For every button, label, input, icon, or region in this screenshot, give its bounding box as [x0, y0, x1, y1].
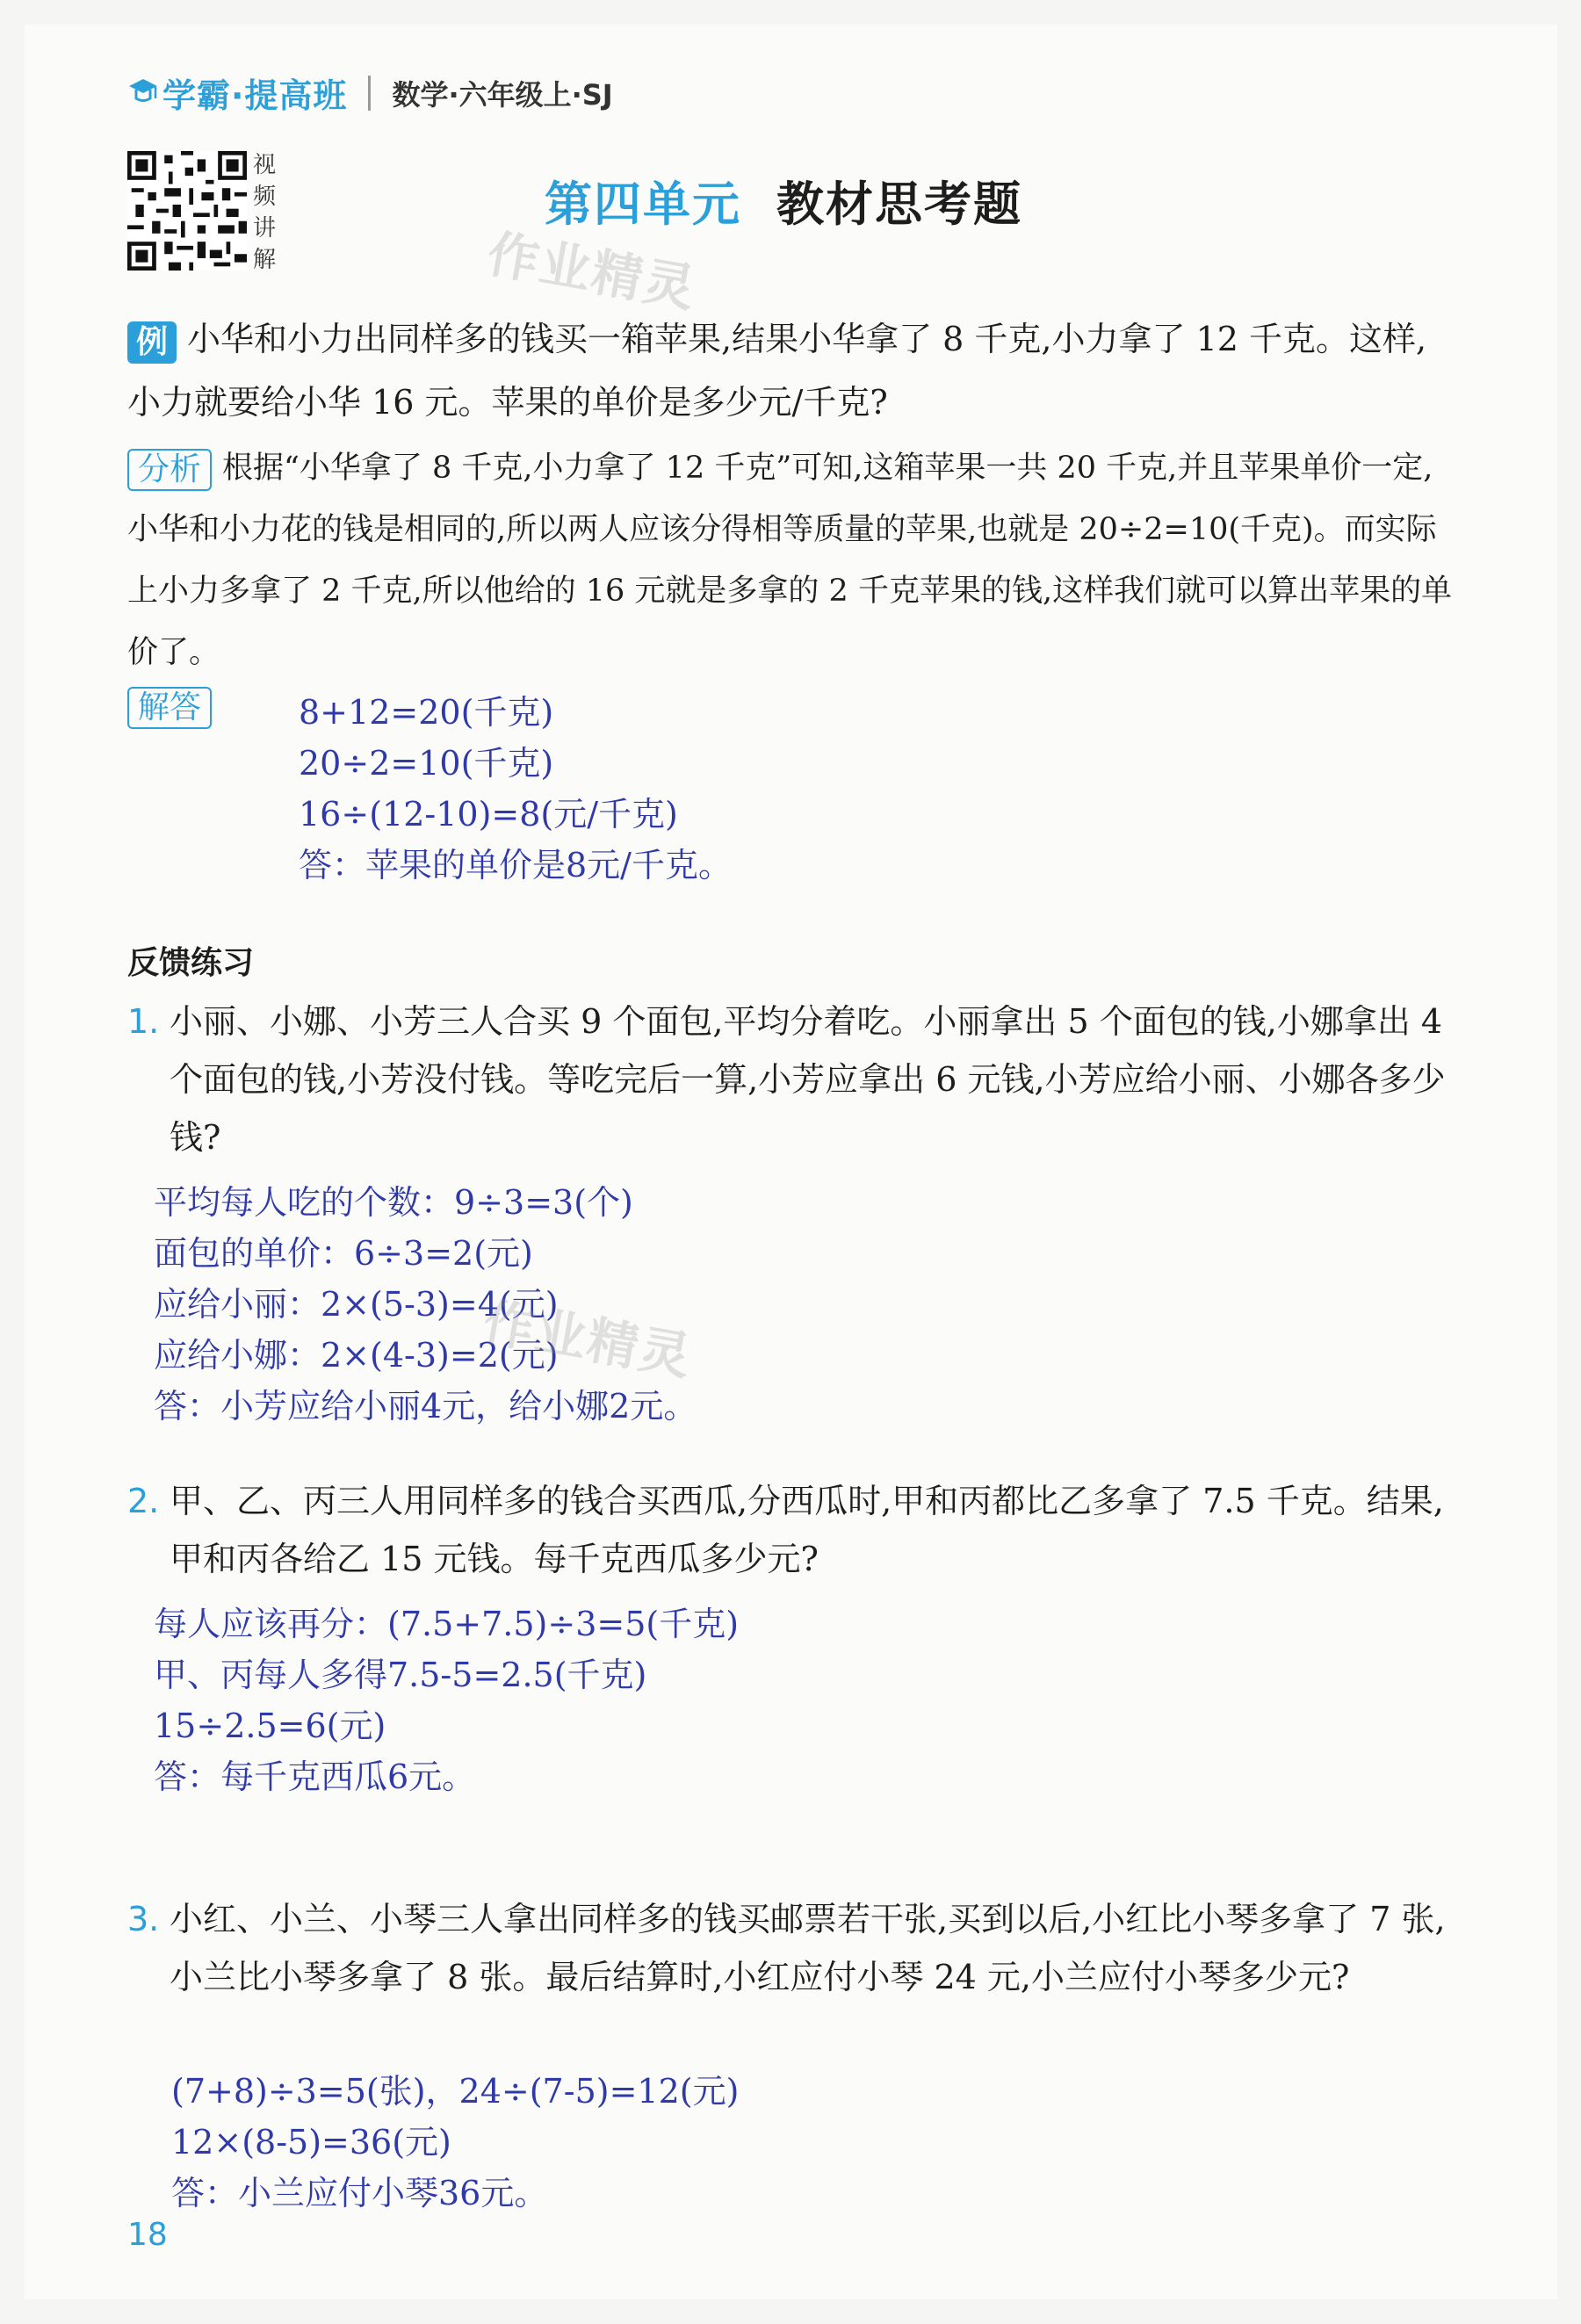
answer-tag: 解答 — [127, 687, 212, 729]
example-text: 小华和小力出同样多的钱买一箱苹果,结果小华拿了 8 千克,小力拿了 12 千克。这样,小力就要给小华 16 元。苹果的单价是多少元/千克? — [127, 320, 1427, 422]
question-3 — [127, 1890, 1462, 2006]
question-number: 2. — [127, 1482, 160, 1520]
question-2 — [127, 1472, 1462, 1588]
question-1 — [127, 992, 1462, 1166]
answer-line: 16÷(12-10)=8(元/千克) — [299, 795, 678, 834]
question-3-answers — [171, 2066, 739, 2219]
feedback-section-title: 反馈练习 — [127, 945, 255, 981]
answer-block — [127, 687, 732, 884]
question-text: 甲、乙、丙三人用同样多的钱合买西瓜,分西瓜时,甲和丙都比乙多拿了 7.5 千克。结果,甲和丙各给乙 15 元钱。每千克西瓜多少元? — [170, 1482, 1444, 1578]
question-2-answers — [154, 1599, 739, 1802]
question-text: 小红、小兰、小琴三人拿出同样多的钱买邮票若干张,买到以后,小红比小琴多拿了 7 张,小兰比小琴多拿了 8 张。最后结算时,小红应付小琴 24 元,小兰应付小琴多少元? — [170, 1900, 1446, 1996]
answer-line: 面包的单价：6÷3=2(元) — [154, 1234, 533, 1273]
answer-line: 平均每人吃的个数：9÷3=3(个) — [154, 1183, 633, 1222]
page-title — [545, 167, 1022, 235]
brand-name: 学霸·提高班 — [162, 76, 348, 115]
qr-caption: 视频讲解 — [253, 152, 277, 273]
answer-line: 答：苹果的单价是8元/千克。 — [299, 846, 732, 884]
answer-line: 甲、丙每人多得7.5-5=2.5(千克) — [154, 1656, 647, 1694]
question-number: 1. — [127, 1002, 160, 1041]
answer-line: 8+12=20(千克) — [299, 693, 554, 732]
question-text: 小丽、小娜、小芳三人合买 9 个面包,平均分着吃。小丽拿出 5 个面包的钱,小娜拿出 4 个面包的钱,小芳没付钱。等吃完后一算,小芳应拿出 6 元钱,小芳应给小丽、小娜各多少钱? — [170, 1002, 1446, 1157]
header-divider — [368, 76, 371, 111]
answer-line: (7+8)÷3=5(张)，24÷(7-5)=12(元) — [171, 2072, 740, 2111]
answer-line: 应给小娜：2×(4-3)=2(元) — [154, 1336, 559, 1375]
watermark: 作业精灵 — [483, 223, 702, 320]
answer-line: 每人应该再分：(7.5+7.5)÷3=5(千克) — [154, 1605, 740, 1643]
answer-line: 答：小兰应付小琴36元。 — [171, 2174, 548, 2212]
question-number: 3. — [127, 1900, 160, 1938]
header-brand — [127, 69, 613, 117]
qr-code-icon[interactable] — [127, 151, 247, 271]
example-tag: 例 — [127, 321, 177, 364]
unit-subtitle: 教材思考题 — [776, 176, 1022, 232]
analysis-text: 根据“小华拿了 8 千克,小力拿了 12 千克”可知,这箱苹果一共 20 千克,并且苹果单价一定,小华和小力花的钱是相同的,所以两人应该分得相等质量的苹果,也就是 20÷2=10(千克)。而实际上小力多拿了 2 千克,所以他给的 16 元就是多拿的 2 千克苹果的钱,这样我们就可以算出苹果的单价了。 — [127, 451, 1453, 670]
analysis-block — [127, 437, 1454, 683]
answer-line: 应给小丽：2×(5-3)=4(元) — [154, 1285, 559, 1324]
answer-line: 12×(8-5)=36(元) — [171, 2123, 451, 2162]
answer-line: 答：小芳应给小丽4元，给小娜2元。 — [154, 1387, 697, 1425]
answer-line: 答：每千克西瓜6元。 — [154, 1757, 476, 1796]
page-number: 18 — [127, 2217, 168, 2253]
unit-label: 第四单元 — [545, 176, 741, 232]
answer-lines — [299, 687, 1089, 891]
answer-line: 15÷2.5=6(元) — [154, 1707, 386, 1745]
answer-line: 20÷2=10(千克) — [299, 744, 554, 783]
graduation-cap-icon — [127, 76, 162, 111]
watermark: 作业精灵 — [479, 1291, 697, 1388]
example-problem — [127, 307, 1454, 434]
book-subtitle: 数学·六年级上·SJ — [392, 77, 613, 112]
analysis-tag: 分析 — [127, 449, 212, 491]
